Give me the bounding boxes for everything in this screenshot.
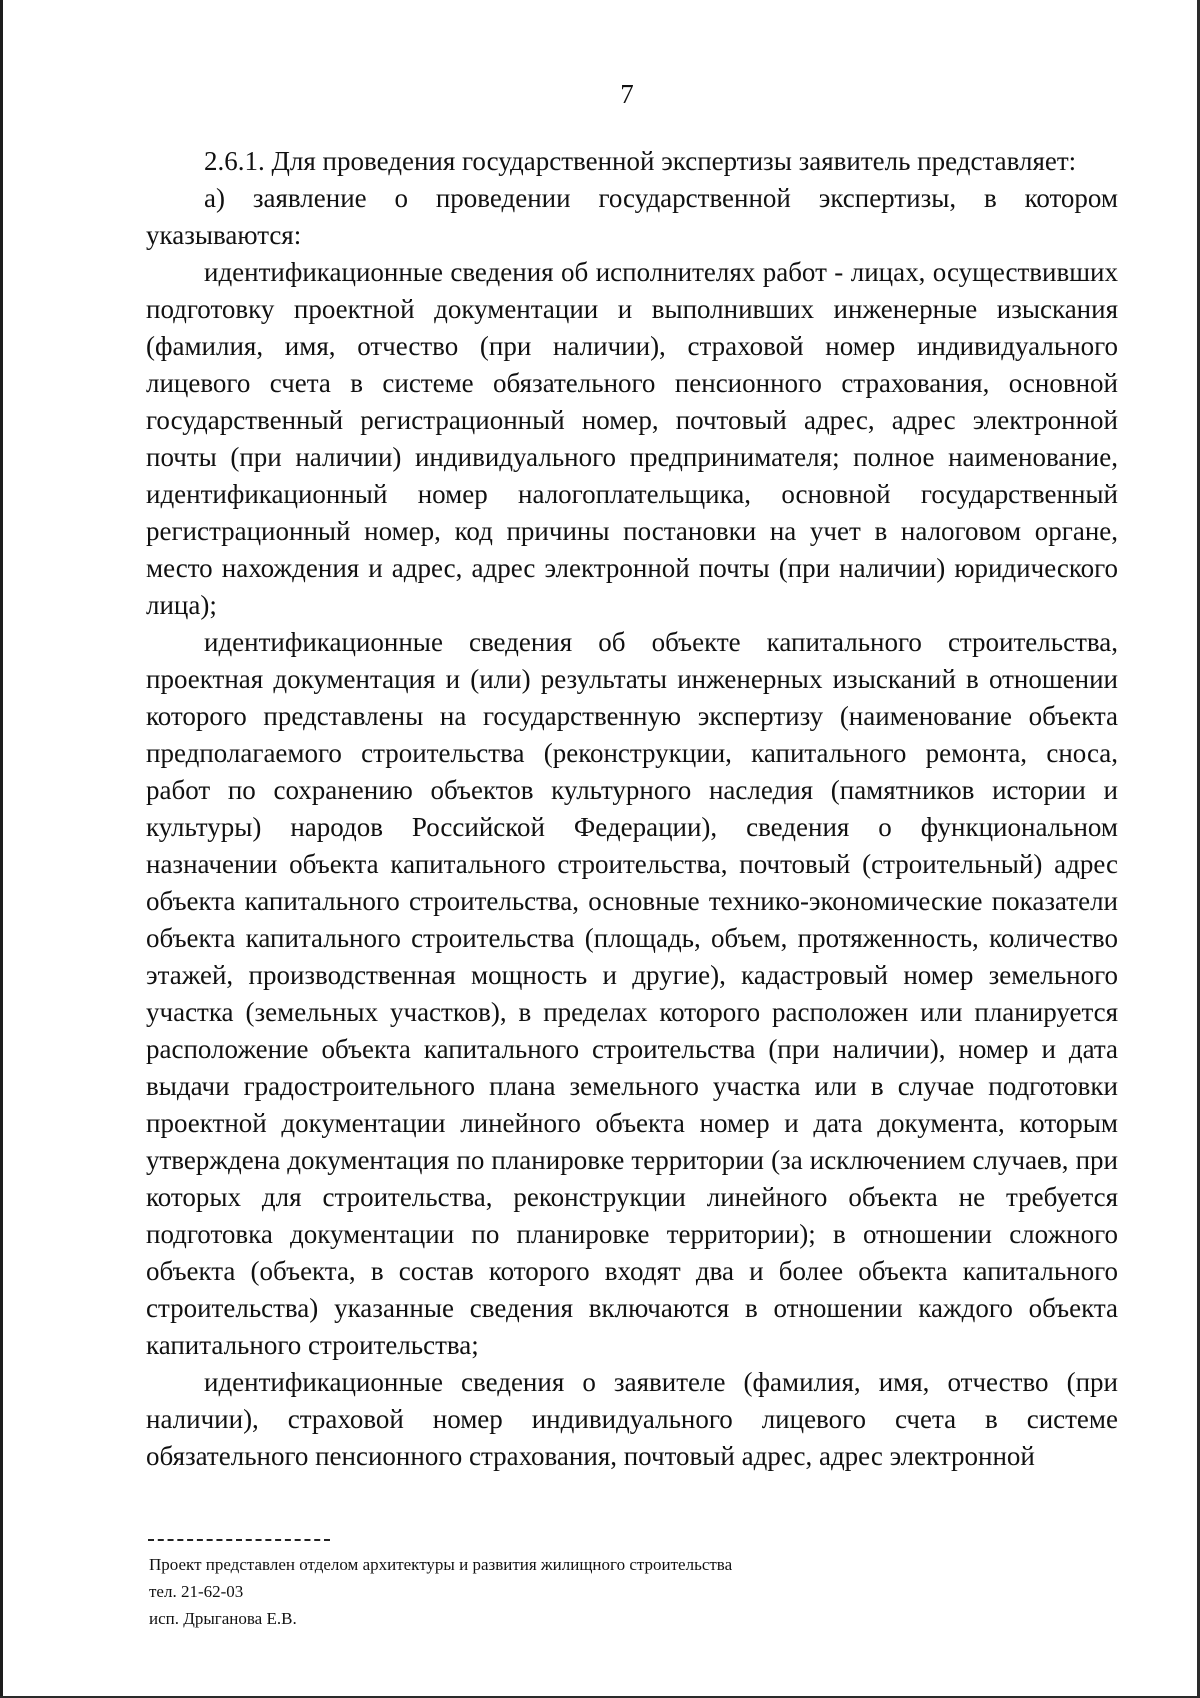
- paragraph-2-6-1: 2.6.1. Для проведения государственной экспертизы заявитель представляет:: [204, 146, 1077, 176]
- footnote: [149, 1551, 1049, 1632]
- footnote-separator: [148, 1539, 330, 1541]
- footnote-executor-line: исп. Дрыганова Е.В.: [149, 1609, 297, 1628]
- page-number: 7: [620, 79, 634, 109]
- paragraph-subitem-a: а) заявление о проведении государственной экспертизы, в котором указываются:: [146, 183, 1118, 250]
- footnote-phone-line: тел. 21-62-03: [149, 1582, 244, 1601]
- paragraph-executors-info: идентификационные сведения об исполнителях работ - лицах, осуществивших подготовку проектной документации и выполнивших инженерные изыскания (фамилия, имя, отчество (при наличии), страховой номер индивидуального лицевого счета в системе обязательного пенсионного страхования, основной государственный регистрационный номер, почтовый адрес, адрес электронной почты (при наличии) индивидуального предпринимателя; полное наименование, идентификационный номер налогоплательщика, основной государственный регистрационный номер, код причины постановки на учет в налоговом органе, место нахождения и адрес, адрес электронной почты (при наличии) юридического лица);: [146, 257, 1118, 620]
- document-body: [146, 143, 1118, 1475]
- footnote-project-line: Проект представлен отделом архитектуры и развития жилищного строительства: [149, 1555, 733, 1574]
- paragraph-applicant-info: идентификационные сведения о заявителе (фамилия, имя, отчество (при наличии), страховой номер индивидуального лицевого счета в системе обязательного пенсионного страхования, почтовый адрес, адрес электронной: [146, 1367, 1118, 1471]
- scan-edge-left: [0, 0, 3, 1698]
- paragraph-object-info: идентификационные сведения об объекте капитального строительства, проектная документация и (или) результаты инженерных изысканий в отношении которого представлены на государственную экспертизу (наименование объекта предполагаемого строительства (реконструкции, капитального ремонта, сноса, работ по сохранению объектов культурного наследия (памятников истории и культуры) народов Российской Федерации), сведения о функциональном назначении объекта капитального строительства, почтовый (строительный) адрес объекта капитального строительства, основные технико-экономические показатели объекта капитального строительства (площадь, объем, протяженность, количество этажей, производственная мощность и другие), кадастровый номер земельного участка (земельных участков), в пределах которого расположен или планируется расположение объекта капитального строительства (при наличии), номер и дата выдачи градостроительного плана земельного участка или в случае подготовки проектной документации линейного объекта номер и дата документа, которым утверждена документация по планировке территории (за исключением случаев, при которых для строительства, реконструкции линейного объекта не требуется подготовка документации по планировке территории); в отношении сложного объекта (объекта, в состав которого входят два и более объекта капитального строительства) указанные сведения включаются в отношении каждого объекта капитального строительства;: [146, 627, 1118, 1360]
